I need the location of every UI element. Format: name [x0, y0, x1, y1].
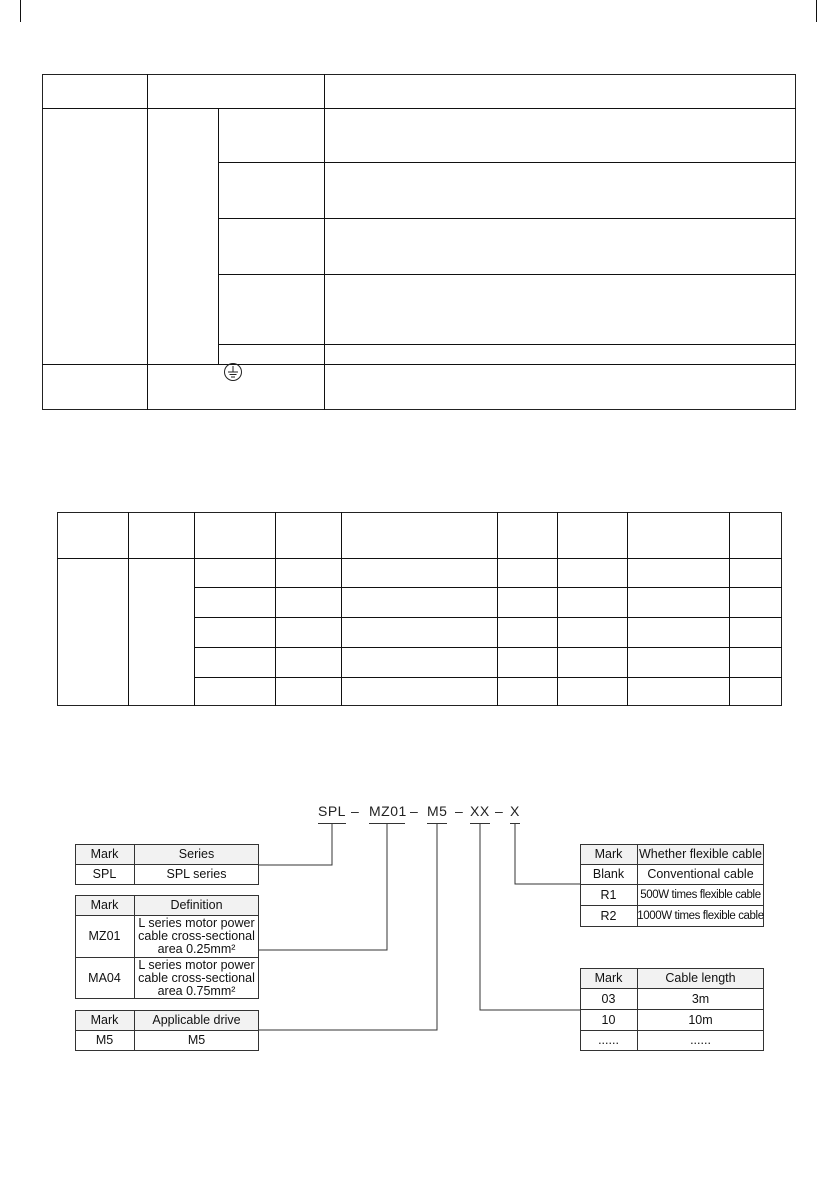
length-cell-mark: ...... — [598, 1033, 619, 1047]
flexible-cell-value: 500W times flexible cable — [640, 888, 761, 901]
code-separator: – — [351, 803, 360, 819]
code-part-length: XX — [470, 803, 490, 819]
drive-cell-mark: M5 — [95, 1033, 114, 1047]
code-separator: – — [410, 803, 419, 819]
drive-header-applicable: Applicable drive — [152, 1013, 241, 1027]
ground-icon — [222, 361, 244, 383]
length-cell-value: 3m — [691, 991, 710, 1006]
code-part-series: SPL — [318, 803, 346, 819]
drive-header-mark: Mark — [90, 1013, 119, 1027]
length-cell-mark: 10 — [601, 1012, 616, 1027]
drive-cell-value: M5 — [187, 1033, 206, 1047]
code-part-flexible: X — [510, 803, 520, 819]
definition-cell-mark: MZ01 — [88, 929, 121, 943]
length-header-length: Cable length — [665, 971, 736, 985]
length-cell-value: ...... — [690, 1033, 711, 1047]
code-part-drive: M5 — [427, 803, 448, 819]
flexible-cell-value: Conventional cable — [647, 867, 754, 881]
series-cell-mark: SPL — [92, 867, 117, 881]
crop-mark-right — [816, 0, 817, 22]
definition-cell-mark: MA04 — [88, 970, 121, 985]
length-cell-value: 10m — [688, 1012, 713, 1027]
code-part-definition: MZ01 — [369, 803, 407, 819]
length-cell-mark: 03 — [601, 991, 616, 1006]
flexible-cell-value: 1000W times flexible cable — [637, 909, 764, 922]
series-header-series: Series — [178, 847, 215, 861]
definition-cell-value: L series motor power cable cross-sectional area 0.75mm² — [138, 957, 255, 998]
series-header-mark: Mark — [90, 847, 119, 861]
definition-cell-value: L series motor power cable cross-sectional area 0.25mm² — [138, 916, 255, 956]
definition-header-definition: Definition — [170, 898, 223, 912]
crop-mark-left — [20, 0, 21, 22]
flexible-header-whether: Whether flexible cable — [639, 847, 762, 861]
flexible-cell-mark: R1 — [600, 887, 617, 902]
code-separator: – — [455, 803, 464, 819]
flexible-cell-mark: Blank — [592, 867, 625, 881]
definition-header-mark: Mark — [90, 898, 119, 912]
flexible-cell-mark: R2 — [600, 908, 617, 923]
series-cell-value: SPL series — [166, 867, 227, 881]
length-header-mark: Mark — [594, 971, 623, 985]
code-separator: – — [495, 803, 504, 819]
flexible-header-mark: Mark — [594, 847, 623, 861]
